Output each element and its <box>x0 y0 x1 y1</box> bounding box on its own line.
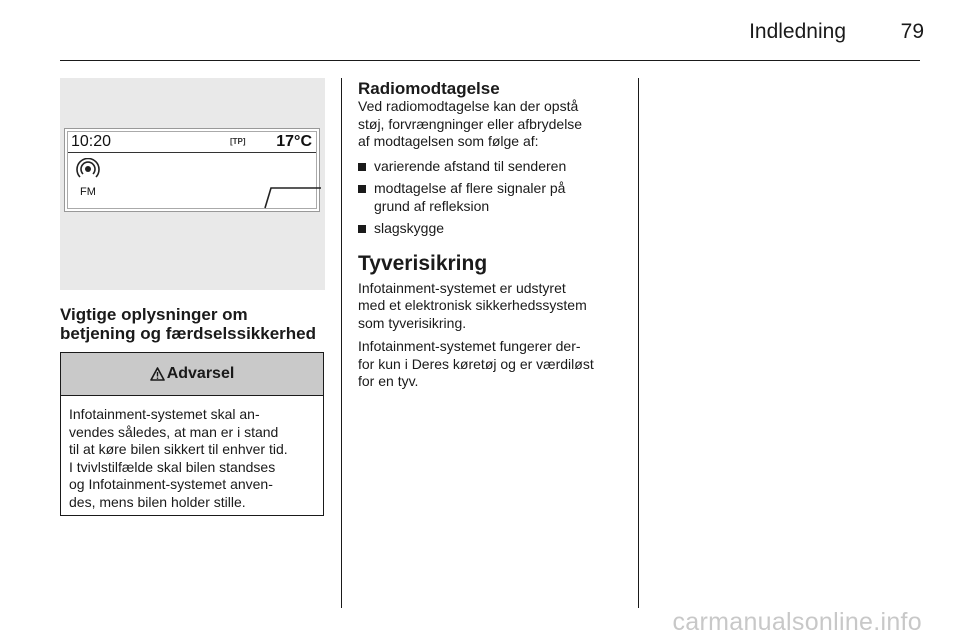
warning-line: til at køre bilen sikkert til enhver tid. <box>69 441 288 457</box>
security-line: Infotainment-systemet fungerer der- <box>358 338 581 354</box>
warning-line: Infotainment-systemet skal an- <box>69 406 260 422</box>
warning-line: des, mens bilen holder stille. <box>69 493 246 510</box>
left-section-heading <box>60 305 340 343</box>
bullet-line: modtagelse af flere signaler på <box>374 180 566 196</box>
radio-broadcast-icon <box>76 158 100 180</box>
right-column <box>358 80 633 391</box>
security-paragraph <box>358 338 633 391</box>
signal-line-icon <box>263 180 323 210</box>
security-line: med et elektronisk sikkerhedssystem <box>358 297 587 313</box>
bullet-square-icon <box>358 185 366 193</box>
warning-header <box>61 353 323 396</box>
bullet-line: varierende afstand til senderen <box>374 157 567 174</box>
bullet-square-icon <box>358 163 366 171</box>
warning-triangle-icon <box>150 367 165 381</box>
warning-box <box>60 352 324 516</box>
security-heading: Tyverisikring <box>358 251 488 275</box>
radio-intro <box>358 98 633 151</box>
security-line: for en tyv. <box>358 373 419 389</box>
display-frame <box>67 131 317 209</box>
column-divider-left <box>341 78 342 608</box>
display-figure <box>60 78 325 290</box>
bullet-line: slagskygge <box>374 220 445 236</box>
display-status-bar <box>68 132 316 153</box>
radio-intro-line: af modtagelsen som følge af: <box>358 133 539 149</box>
warning-line: I tvivlstilfælde skal bilen standses <box>69 458 276 475</box>
warning-title: Advarsel <box>166 365 235 382</box>
warning-body <box>61 396 323 511</box>
bullet-square-icon <box>358 225 366 233</box>
radio-intro-line: Ved radiomodtagelse kan der opstå <box>358 98 579 114</box>
left-heading-line: betjening og færdselssikkerhed <box>60 324 317 343</box>
radio-heading: Radiomodtagelse <box>358 79 500 98</box>
security-line: som tyverisikring. <box>358 314 467 331</box>
bullet-item <box>358 180 633 215</box>
column-divider-right <box>638 78 639 608</box>
security-paragraph <box>358 280 633 333</box>
radio-intro-line: støj, forvrængninger eller afbrydelse <box>358 115 583 132</box>
bullet-line: grund af refleksion <box>374 197 490 214</box>
warning-line: vendes således, at man er i stand <box>69 423 279 440</box>
page-number: 79 <box>900 20 924 43</box>
security-line: for kun i Deres køretøj og er værdiløst <box>358 355 594 372</box>
bullet-item <box>358 158 633 176</box>
left-heading-line: Vigtige oplysninger om <box>60 305 248 324</box>
band-label: FM <box>80 186 96 198</box>
tp-indicator: [TP] <box>230 137 246 146</box>
page-header-title: Indledning <box>749 20 846 43</box>
watermark: carmanualsonline.info <box>672 608 922 636</box>
bullet-item <box>358 220 633 238</box>
display-temperature: 17°C <box>276 133 312 150</box>
warning-line: og Infotainment-systemet anven- <box>69 476 273 492</box>
header-rule <box>60 60 920 61</box>
display-time: 10:20 <box>71 133 112 150</box>
infotainment-display <box>64 128 320 212</box>
security-line: Infotainment-systemet er udstyret <box>358 279 566 296</box>
